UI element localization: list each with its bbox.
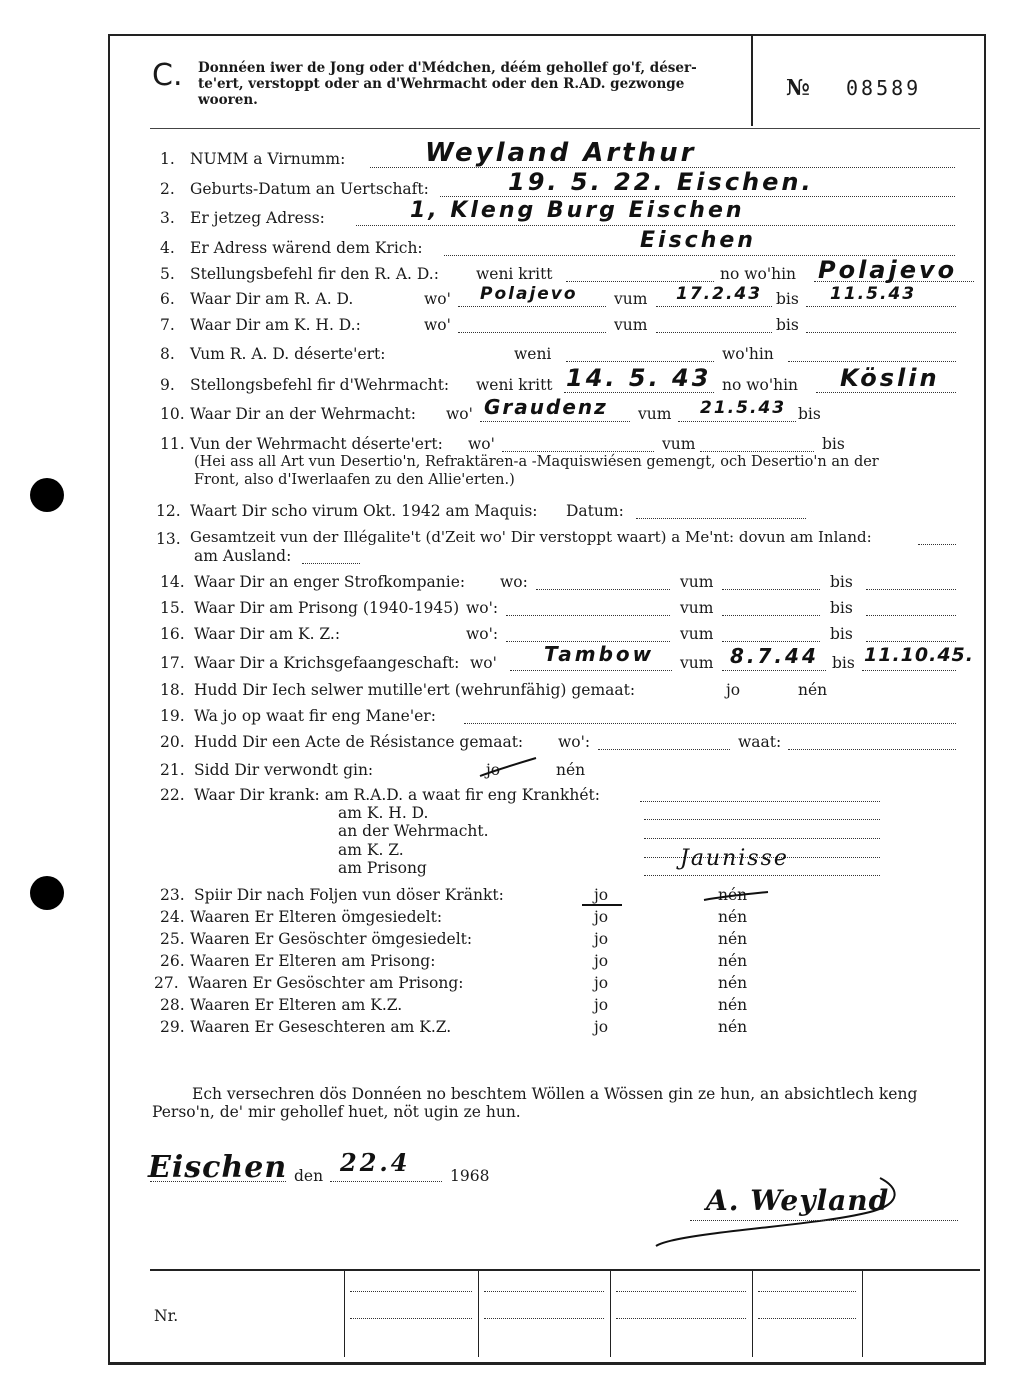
- q6-vum-field[interactable]: [656, 306, 772, 307]
- q2-label: Geburts-Datum an Uertschaft:: [190, 180, 429, 198]
- number-symbol: №: [786, 75, 810, 101]
- q6-vum-value: 17.2.43: [676, 284, 763, 304]
- header-title-line: te'ert, verstoppt oder an d'Wehrmacht oder den R.AD. gezwonge: [198, 76, 685, 92]
- q27-nen[interactable]: nén: [718, 974, 748, 992]
- q11-bis-label: bis: [822, 435, 845, 453]
- q8-wohin-field[interactable]: [788, 361, 956, 362]
- q9-weni-label: weni kritt: [476, 376, 553, 394]
- q14-bis-field[interactable]: [866, 589, 956, 590]
- q10-wo-label: wo': [446, 405, 473, 423]
- q12-num: 12.: [156, 502, 181, 520]
- q13-ausland-label: am Ausland:: [194, 547, 292, 565]
- q8-weni-label: weni: [514, 345, 552, 363]
- q27-label: Waaren Er Gesöschter am Prisong:: [188, 974, 464, 992]
- q10-wo-field[interactable]: [480, 421, 630, 422]
- q22-num: 22.: [160, 786, 185, 804]
- q15-wo-field[interactable]: [506, 615, 670, 616]
- q22-prisong-field[interactable]: [644, 875, 880, 876]
- footer-col-divider: [610, 1269, 611, 1357]
- q13-inland-field[interactable]: [918, 544, 956, 545]
- q22-rad-field[interactable]: [640, 801, 880, 802]
- q15-vum-label: vum: [680, 599, 714, 617]
- q14-wo-label: wo:: [500, 573, 528, 591]
- q9-wohin-value: Köslin: [840, 364, 940, 392]
- q5-label: Stellungsbefehl fir den R. A. D.:: [190, 265, 439, 283]
- den-label: den: [294, 1167, 324, 1185]
- footer-col-divider: [752, 1269, 753, 1357]
- q3-field[interactable]: [356, 225, 955, 226]
- q16-wo-label: wo':: [466, 625, 499, 643]
- q22-sub-kz: am K. Z.: [338, 841, 404, 859]
- q9-wohin-field[interactable]: [816, 392, 956, 393]
- header-title-line: Donnéen iwer de Jong oder d'Médchen, déém gehollef go'f, déser-: [198, 60, 697, 76]
- footer-top-rule: [150, 1269, 980, 1271]
- q7-bis-field[interactable]: [806, 332, 956, 333]
- q24-nen[interactable]: nén: [718, 908, 748, 926]
- q11-note-line1: (Hei ass all Art vun Desertio'n, Refraktären-a -Maquiswiésen gemengt, och Desertio'n an der: [194, 454, 879, 470]
- q26-num: 26.: [160, 952, 185, 970]
- q20-num: 20.: [160, 733, 185, 751]
- q6-wo-value: Polajevo: [480, 284, 578, 304]
- q7-wo-field[interactable]: [458, 332, 606, 333]
- q10-vum-value: 21.5.43: [700, 398, 787, 418]
- q14-vum-label: vum: [680, 573, 714, 591]
- declaration-line2: Perso'n, de' mir gehollef huet, nöt ugin ze hun.: [152, 1103, 521, 1121]
- q2-field[interactable]: [440, 196, 955, 197]
- q17-wo-label: wo': [470, 654, 497, 672]
- header-title-line: wooren.: [198, 92, 258, 108]
- q1-value: Weyland Arthur: [425, 138, 697, 168]
- q29-jo[interactable]: jo: [594, 1018, 609, 1036]
- q17-vum-label: vum: [680, 654, 714, 672]
- q3-num: 3.: [160, 209, 175, 227]
- q20-waat-field[interactable]: [788, 749, 956, 750]
- q10-vum-field[interactable]: [678, 421, 796, 422]
- q3-value: 1, Kleng Burg Eischen: [410, 198, 745, 223]
- q5-num: 5.: [160, 265, 175, 283]
- footer-cell-line[interactable]: [758, 1318, 856, 1319]
- signature: A. Weyland: [706, 1184, 890, 1217]
- q12-datum-label: Datum:: [566, 502, 624, 520]
- q26-jo[interactable]: jo: [594, 952, 609, 970]
- q16-vum-field[interactable]: [722, 641, 820, 642]
- q13-num: 13.: [156, 530, 181, 548]
- header-title: [198, 60, 697, 108]
- q26-label: Waaren Er Elteren am Prisong:: [190, 952, 436, 970]
- q22-sub-wehrmacht: an der Wehrmacht.: [338, 822, 489, 840]
- q9-weni-value: 14. 5. 43: [566, 364, 712, 392]
- q1-num: 1.: [160, 150, 175, 168]
- q19-field[interactable]: [464, 723, 956, 724]
- q28-jo[interactable]: jo: [594, 996, 609, 1014]
- q15-label: Waar Dir am Prisong (1940-1945): [194, 599, 460, 617]
- q20-wo-label: wo':: [558, 733, 591, 751]
- q7-label: Waar Dir am K. H. D.:: [190, 316, 361, 334]
- header-bottom-rule: [150, 128, 980, 129]
- q4-value: Eischen: [640, 228, 756, 253]
- q12-label: Waart Dir scho virum Okt. 1942 am Maquis:: [190, 502, 538, 520]
- footer-col-divider: [344, 1269, 345, 1357]
- q7-bis-label: bis: [776, 316, 799, 334]
- q17-label: Waar Dir a Krichsgefaangeschaft:: [194, 654, 460, 672]
- q4-label: Er Adress wärend dem Krich:: [190, 239, 423, 257]
- footer-cell-line[interactable]: [616, 1318, 746, 1319]
- q29-nen[interactable]: nén: [718, 1018, 748, 1036]
- form-number: 08589: [846, 76, 922, 100]
- q3-label: Er jetzeg Adress:: [190, 209, 325, 227]
- q8-num: 8.: [160, 345, 175, 363]
- footer-cell-line[interactable]: [484, 1291, 604, 1292]
- footer-cell-line[interactable]: [484, 1318, 604, 1319]
- q29-num: 29.: [160, 1018, 185, 1036]
- q5-wohin-label: no wo'hin: [720, 265, 797, 283]
- q9-label: Stellongsbefehl fir d'Wehrmacht:: [190, 376, 450, 394]
- q21-nen[interactable]: nén: [556, 761, 586, 779]
- q24-num: 24.: [160, 908, 185, 926]
- q10-num: 10.: [160, 405, 185, 423]
- q20-label: Hudd Dir een Acte de Résistance gemaat:: [194, 733, 524, 751]
- q17-bis-label: bis: [832, 654, 855, 672]
- q17-num: 17.: [160, 654, 185, 672]
- q14-vum-field[interactable]: [722, 589, 820, 590]
- q16-bis-field[interactable]: [866, 641, 956, 642]
- q17-bis-field[interactable]: [862, 670, 956, 671]
- q16-num: 16.: [160, 625, 185, 643]
- q23-jo[interactable]: jo: [594, 886, 609, 904]
- q24-jo[interactable]: jo: [594, 908, 609, 926]
- q28-label: Waaren Er Elteren am K.Z.: [190, 996, 403, 1014]
- q9-weni-field[interactable]: [564, 392, 714, 393]
- date-field[interactable]: [330, 1181, 442, 1182]
- q27-jo[interactable]: jo: [594, 974, 609, 992]
- q29-label: Waaren Er Geseschteren am K.Z.: [190, 1018, 452, 1036]
- q1-label: NUMM a Virnumm:: [190, 150, 346, 168]
- q13-label: Gesamtzeit vun der Illégalite't (d'Zeit wo' Dir verstoppt waart) a Me'nt: dovun am Inland:: [190, 528, 872, 546]
- q15-vum-field[interactable]: [722, 615, 820, 616]
- q22-wehrmacht-field[interactable]: [644, 838, 880, 839]
- q6-wo-field[interactable]: [458, 306, 606, 307]
- q7-vum-field[interactable]: [656, 332, 772, 333]
- q11-wo-field[interactable]: [502, 451, 654, 452]
- q18-nen[interactable]: nén: [798, 681, 828, 699]
- q19-label: Wa jo op waat fir eng Mane'er:: [194, 707, 436, 725]
- q2-value: 19. 5. 22. Eischen.: [508, 168, 814, 196]
- year-label: 1968: [450, 1167, 490, 1185]
- q17-bis-value: 11.10.45.: [864, 644, 974, 666]
- q11-num: 11.: [160, 435, 185, 453]
- q25-label: Waaren Er Gesöschter ömgesiedelt:: [190, 930, 473, 948]
- footer-col-divider: [478, 1269, 479, 1357]
- q2-num: 2.: [160, 180, 175, 198]
- q17-vum-value: 8.7.44: [730, 644, 819, 668]
- q15-num: 15.: [160, 599, 185, 617]
- punch-hole-bottom: [30, 876, 64, 910]
- punch-hole-top: [30, 478, 64, 512]
- q11-vum-field[interactable]: [700, 451, 814, 452]
- q20-wo-field[interactable]: [598, 749, 730, 750]
- declaration-line1: Ech versechren dös Donnéen no beschtem Wöllen a Wössen gin ze hun, an absichtlech keng: [192, 1085, 918, 1103]
- q17-vum-field[interactable]: [722, 670, 826, 671]
- q28-num: 28.: [160, 996, 185, 1014]
- footer-cell-line[interactable]: [350, 1318, 472, 1319]
- q14-wo-field[interactable]: [536, 589, 670, 590]
- q20-waat-label: waat:: [738, 733, 782, 751]
- footer-cell-line[interactable]: [350, 1291, 472, 1292]
- q14-label: Waar Dir an enger Strofkompanie:: [194, 573, 466, 591]
- footer-cell-line[interactable]: [758, 1291, 856, 1292]
- q22-sub-prisong: am Prisong: [338, 859, 427, 877]
- q17-wo-value: Tambow: [544, 642, 655, 666]
- header-divider: [751, 36, 753, 126]
- q26-nen[interactable]: nén: [718, 952, 748, 970]
- q11-wo-label: wo': [468, 435, 495, 453]
- q7-num: 7.: [160, 316, 175, 334]
- q15-bis-field[interactable]: [866, 615, 956, 616]
- q10-wo-value: Graudenz: [484, 395, 608, 419]
- q9-num: 9.: [160, 376, 175, 394]
- q6-wo-label: wo': [424, 290, 451, 308]
- q8-wohin-label: wo'hin: [722, 345, 774, 363]
- q22-sub-khd: am K. H. D.: [338, 804, 429, 822]
- q5-weni-label: weni kritt: [476, 265, 553, 283]
- q21-jo-strike: [476, 754, 540, 780]
- q7-vum-label: vum: [614, 316, 648, 334]
- q14-bis-label: bis: [830, 573, 853, 591]
- place-value: Eischen: [148, 1150, 288, 1185]
- q23-nen[interactable]: nén: [718, 886, 748, 904]
- q11-label: Vun der Wehrmacht déserte'ert:: [190, 435, 443, 453]
- q21-jo[interactable]: jo: [486, 761, 501, 779]
- q9-wohin-label: no wo'hin: [722, 376, 799, 394]
- q16-vum-label: vum: [680, 625, 714, 643]
- q6-vum-label: vum: [614, 290, 648, 308]
- q10-bis-label: bis: [798, 405, 821, 423]
- q4-num: 4.: [160, 239, 175, 257]
- q22-prisong-value: Jaunisse: [680, 846, 789, 871]
- footer-nr-label: Nr.: [154, 1307, 179, 1325]
- q18-label: Hudd Dir Iech selwer mutille'ert (wehrunfähig) gemaat:: [194, 681, 636, 699]
- q5-wohin-value: Polajevo: [818, 256, 958, 284]
- q13-ausland-field[interactable]: [302, 563, 360, 564]
- q28-nen[interactable]: nén: [718, 996, 748, 1014]
- q11-vum-label: vum: [662, 435, 696, 453]
- q11-note-line2: Front, also d'Iwerlaafen zu den Allie'erten.): [194, 472, 515, 488]
- signature-field[interactable]: [690, 1220, 958, 1221]
- q7-wo-label: wo': [424, 316, 451, 334]
- q6-num: 6.: [160, 290, 175, 308]
- q15-bis-label: bis: [830, 599, 853, 617]
- footer-cell-line[interactable]: [616, 1291, 746, 1292]
- q25-num: 25.: [160, 930, 185, 948]
- q18-num: 18.: [160, 681, 185, 699]
- q22-khd-field[interactable]: [644, 819, 880, 820]
- q10-label: Waar Dir an der Wehrmacht:: [190, 405, 416, 423]
- q10-vum-label: vum: [638, 405, 672, 423]
- q21-num: 21.: [160, 761, 185, 779]
- q16-bis-label: bis: [830, 625, 853, 643]
- q8-weni-field[interactable]: [566, 361, 714, 362]
- q16-label: Waar Dir am K. Z.:: [194, 625, 341, 643]
- q23-jo-underline: [582, 904, 622, 906]
- q18-jo[interactable]: jo: [726, 681, 741, 699]
- q23-num: 23.: [160, 886, 185, 904]
- section-letter: C.: [152, 58, 183, 93]
- q5-weni-field[interactable]: [566, 281, 714, 282]
- signature-flourish: [650, 1168, 910, 1252]
- footer-col-divider: [862, 1269, 863, 1357]
- q6-bis-label: bis: [776, 290, 799, 308]
- q14-num: 14.: [160, 573, 185, 591]
- date-value: 22.4: [340, 1148, 411, 1177]
- q8-label: Vum R. A. D. déserte'ert:: [190, 345, 386, 363]
- q24-label: Waaren Er Elteren ömgesiedelt:: [190, 908, 443, 926]
- q6-bis-value: 11.5.43: [830, 284, 917, 304]
- q23-nen-strike: [702, 888, 770, 908]
- q17-wo-field[interactable]: [510, 670, 672, 671]
- q23-label: Spiir Dir nach Foljen vun döser Kränkt:: [194, 886, 504, 904]
- q19-num: 19.: [160, 707, 185, 725]
- q25-nen[interactable]: nén: [718, 930, 748, 948]
- q6-bis-field[interactable]: [806, 306, 956, 307]
- q22-label: Waar Dir krank: am R.A.D. a waat fir eng Krankhét:: [194, 786, 600, 804]
- q15-wo-label: wo':: [466, 599, 499, 617]
- q25-jo[interactable]: jo: [594, 930, 609, 948]
- q21-label: Sidd Dir verwondt gin:: [194, 761, 374, 779]
- q12-datum-field[interactable]: [636, 518, 806, 519]
- q6-label: Waar Dir am R. A. D.: [190, 290, 354, 308]
- q27-num: 27.: [154, 974, 179, 992]
